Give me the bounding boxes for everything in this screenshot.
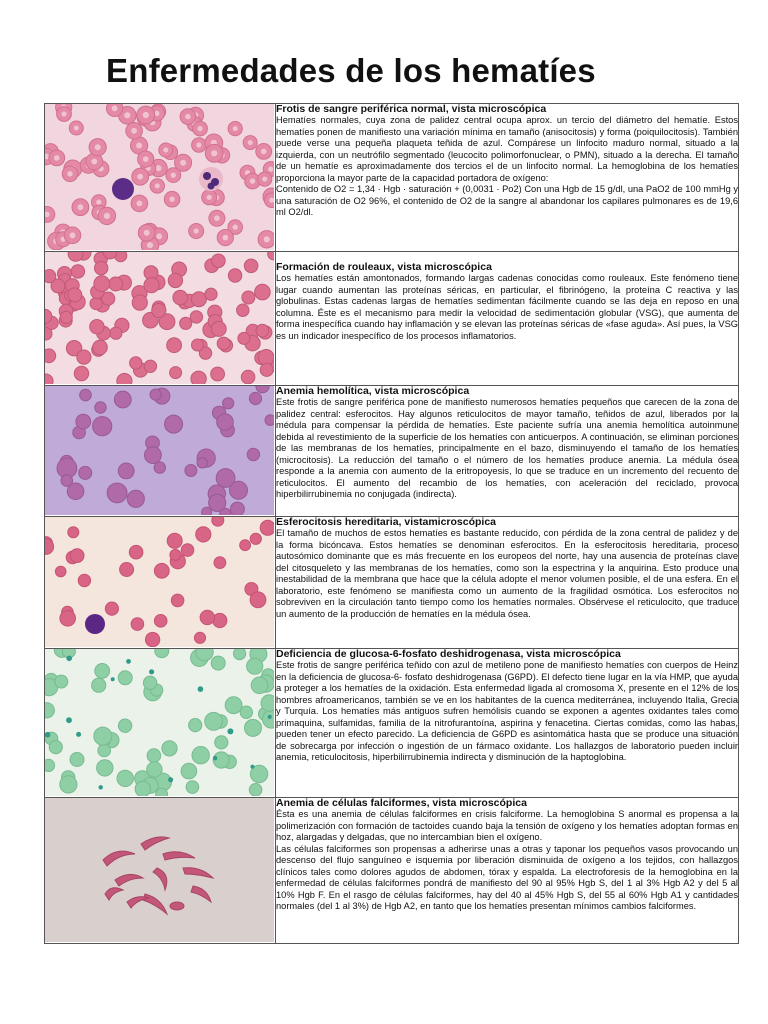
blood-cell <box>66 717 72 723</box>
central-pallor <box>104 213 110 219</box>
table-row <box>45 104 739 252</box>
blood-cell <box>255 284 271 300</box>
blood-cell <box>131 618 144 631</box>
central-pallor <box>264 236 270 242</box>
central-pallor <box>156 165 162 171</box>
blood-cell <box>129 545 143 559</box>
blood-cell <box>211 656 225 670</box>
blood-cell <box>251 677 268 694</box>
text-cell <box>276 517 739 649</box>
central-pallor <box>143 112 149 118</box>
blood-cell <box>76 732 81 737</box>
blood-cell <box>260 363 273 376</box>
sickle-cell-image <box>45 798 274 942</box>
blood-cell <box>109 277 123 291</box>
central-pallor <box>262 177 267 182</box>
blood-cell <box>250 533 261 544</box>
blood-cell <box>265 415 274 426</box>
image-cell <box>45 252 276 386</box>
blood-cell <box>111 677 115 681</box>
blood-cell <box>77 350 91 364</box>
blood-cell <box>97 760 113 776</box>
blood-cell <box>95 261 108 274</box>
image-cell <box>45 104 276 252</box>
central-pallor <box>197 126 202 131</box>
section-title: Anemia de células falciformes, vista microscópica <box>276 797 527 809</box>
blood-cell <box>117 373 132 384</box>
blood-cell <box>118 671 132 685</box>
central-pallor <box>91 159 97 165</box>
central-pallor <box>194 228 199 233</box>
text-cell <box>276 798 739 944</box>
blood-cell <box>192 747 209 764</box>
blood-cell <box>94 276 110 292</box>
blood-cell <box>168 777 173 782</box>
blood-cell <box>249 784 262 797</box>
blood-cell <box>74 366 88 380</box>
blood-cell <box>92 678 106 692</box>
blood-cell <box>117 770 133 786</box>
blood-cell <box>132 295 147 310</box>
blood-cell <box>150 389 161 400</box>
blood-cell <box>240 540 251 551</box>
blood-cell <box>154 615 167 628</box>
blood-cell <box>200 610 214 624</box>
section-body: Hematíes normales, cuya zona de palidez central ocupa aprox. un tercio del diámetro del hematíe. Estos hematíes ponen de manifiesto una variación mínima en tamaño (anisocitosis) y forma (poiquilocitosis). También puede verse una pequeña plaqueta teñida de azul. Compárese un linfocito maduro normal, situado a la izquierda, con un neutrófilo segmentado (leucocito polimorfonuclear, o PMN), situado a la derecha. El tamaño de un hematíe es aproximadamente dos tercios el de un linfocito normal. La hemoglobina de los hematíes proporciona la mayor parte de la capacidad portadora de oxígeno: Contenido de O2 = 1,34 · Hgb · saturación + (0,0031 · Po2) Con una Hgb de 15 g/dl, una PaO2 de 100 mmHg y una saturación de O2 96%, el contenido de O2 de la sangre al abandonar los capilares pulmonares es de 19,6 ml O2/dl. <box>276 115 738 217</box>
image-cell <box>45 798 276 944</box>
blood-cell <box>227 728 233 734</box>
blood-cell <box>130 357 142 369</box>
blood-cell <box>93 417 112 436</box>
blood-cell <box>118 463 134 479</box>
central-pallor <box>74 126 79 131</box>
blood-cell <box>194 632 205 643</box>
blood-cell <box>147 762 162 777</box>
central-pallor <box>214 215 220 221</box>
central-pallor <box>180 160 186 166</box>
blood-cell <box>144 278 159 293</box>
central-pallor <box>223 235 229 241</box>
blood-cell <box>241 370 255 384</box>
blood-cell <box>238 332 250 344</box>
blood-cell <box>247 658 263 674</box>
central-pallor <box>185 114 190 119</box>
central-pallor <box>156 233 162 239</box>
hemolytic-anemia-image <box>45 386 274 515</box>
blood-cell <box>79 466 92 479</box>
blood-cell <box>60 611 76 627</box>
central-pallor <box>196 142 201 147</box>
central-pallor <box>144 230 150 236</box>
central-pallor <box>233 225 238 230</box>
blood-cell <box>145 447 162 464</box>
blood-cell <box>60 311 72 323</box>
blood-cell <box>234 649 246 660</box>
central-pallor <box>61 111 66 116</box>
section-title: Esferocitosis hereditaria, vistamicroscópica <box>276 516 497 528</box>
blood-cell <box>268 715 272 719</box>
table-row <box>45 386 739 517</box>
blood-cell <box>180 317 192 329</box>
blood-cell <box>197 458 207 468</box>
blood-cell <box>244 259 258 273</box>
blood-cell <box>60 776 77 793</box>
blood-cell <box>154 462 165 473</box>
central-pallor <box>155 183 160 188</box>
central-pallor <box>143 156 149 162</box>
blood-cell <box>237 304 249 316</box>
blood-cell <box>107 483 127 503</box>
table-row <box>45 649 739 798</box>
blood-cell <box>260 520 274 535</box>
central-pallor <box>268 167 273 172</box>
section-body: Ésta es una anemia de células falciformes en crisis falciforme. La hemoglobina S anormal es propensa a la polimerización con formación de tactoides cuando baja la tensión de oxígeno y los hematíes adoptan formas en hoz, alargadas y delgadas, que no intercambian bien el oxígeno. Las células falciformes son propensas a adherirse unas a otras y taponar los pequeños vasos provocando un descenso del flujo sanguíneo e isquemia por liberación disminuida de oxígeno a los tejidos, con hallazgos clínicos tales como dolores agudos de abdomen, tórax y espalda. La electroforesis de la hemoglobina en la enfermedad de células falciformes pondrá de manifiesto del 90 al 95% Hgb S, del 1 al 3% Hgb A2 y del 5 al 10% Hgb F. En el rasgo de células falciformes, hay del 40 al 45% Hgb S, del 55 al 60% Hgb A1 y cantidades normales (del 1 al 3%) de Hgb A2, en tanto que los hematíes presentan mínimos cambios falciformes. <box>276 809 738 911</box>
blood-cell <box>212 517 224 526</box>
blood-cell <box>211 321 226 336</box>
blood-cell <box>189 719 202 732</box>
blood-cell <box>228 269 241 282</box>
blood-cell <box>162 741 177 756</box>
blood-cell <box>68 288 82 302</box>
blood-cell <box>70 549 84 563</box>
image-cell <box>45 649 276 798</box>
blood-cell <box>181 544 194 557</box>
blood-cell <box>45 349 56 363</box>
central-pallor <box>67 171 72 176</box>
image-cell <box>45 517 276 649</box>
image-cell <box>45 386 276 517</box>
table-row <box>45 517 739 649</box>
page-title: Enfermedades de los hematíes <box>106 52 596 89</box>
blood-cell <box>170 549 181 560</box>
central-pallor <box>136 143 142 149</box>
blood-cell <box>127 490 144 507</box>
blood-cell <box>247 448 259 460</box>
blood-cell <box>49 741 62 754</box>
blood-cell <box>76 414 91 429</box>
central-pallor <box>250 178 255 183</box>
central-pallor <box>131 128 137 134</box>
blood-cell <box>98 744 111 757</box>
blood-cell <box>67 483 84 500</box>
central-pallor <box>211 150 217 156</box>
central-pallor <box>96 200 101 205</box>
blood-cell <box>256 324 269 337</box>
blood-cell <box>171 594 184 607</box>
central-pallor <box>147 242 153 248</box>
blood-cell <box>213 756 217 760</box>
blood-cell <box>191 371 206 384</box>
blood-cell <box>167 338 182 353</box>
hereditary-spherocytosis-image <box>45 517 274 647</box>
blood-cell <box>230 502 244 515</box>
table-row <box>45 798 739 944</box>
central-pallor <box>95 144 101 150</box>
blood-cell <box>242 291 255 304</box>
blood-cell <box>192 339 204 351</box>
section-title: Deficiencia de glucosa-6-fosfato deshidrogenasa, vista microscópica <box>276 648 621 660</box>
blood-cell <box>212 254 226 268</box>
central-pallor <box>54 155 60 161</box>
blood-cell <box>217 337 230 350</box>
blood-cell <box>168 273 182 287</box>
blood-cell <box>167 533 182 548</box>
central-pallor <box>169 197 174 202</box>
blood-cell <box>181 763 197 779</box>
blood-cell <box>215 736 228 749</box>
central-pallor <box>70 232 76 238</box>
blood-cell <box>250 592 266 608</box>
disease-table <box>44 103 739 944</box>
blood-cell <box>196 527 211 542</box>
central-pallor <box>124 112 130 118</box>
section-body: El tamaño de muchos de estos hematíes es bastante reducido, con pérdida de la zona central de palidez y de la forma bicóncava. Estos hematíes se denominan esferocitos. En la esferocitosis hereditaria, proceso autosómico dominante que es más frecuente en los europeos del norte, hay una ausencia de proteínas clave del citosqueleto y las membranas de los hematíes, como son la espectrina y la anquirina. Esto produce una inestabilidad de la membrana que hace que la célula adopte el menor volumen posible, el de una esfera. En el laboratorio, este fenómeno se manifiesta como un aumento de la fragilidad osmótica. Los esferocitos no sobreviven en la circulación tanto tiempo como los hematíes normales. Obsérvese el reticulocito, que traduce un aumento de la producción de hematíes en la médula ósea. <box>276 528 738 619</box>
text-cell <box>276 104 739 252</box>
blood-cell <box>154 563 169 578</box>
blood-cell <box>250 765 254 769</box>
blood-cell <box>55 566 66 577</box>
blood-cell <box>147 749 161 763</box>
g6pd-deficiency-image <box>45 649 274 796</box>
blood-cell <box>66 656 72 662</box>
blood-cell <box>118 719 131 732</box>
blood-cell <box>95 664 110 679</box>
blood-cell <box>143 676 156 689</box>
central-pallor <box>137 201 143 207</box>
central-pallor <box>248 140 253 145</box>
blood-cell <box>45 270 56 283</box>
blood-cell <box>249 392 261 404</box>
section-title: Formación de rouleaux, vista microscópica <box>276 261 492 273</box>
blood-cell <box>145 632 159 646</box>
blood-cell <box>149 669 154 674</box>
central-pallor <box>233 126 238 131</box>
blood-cell <box>78 574 90 586</box>
blood-cell <box>110 327 122 339</box>
blood-cell <box>225 697 242 714</box>
blood-cell <box>68 527 79 538</box>
blood-cell <box>45 732 50 738</box>
central-pallor <box>78 204 84 210</box>
blood-cell <box>205 288 217 300</box>
blood-cell <box>165 415 183 433</box>
section-title: Frotis de sangre periférica normal, vista microscópica <box>276 103 547 115</box>
blood-cell <box>190 311 202 323</box>
blood-cell <box>126 659 131 664</box>
central-pallor <box>163 148 168 153</box>
blood-cell <box>261 695 274 711</box>
blood-cell <box>93 340 108 355</box>
table-row <box>45 252 739 386</box>
blood-cell <box>70 753 84 767</box>
blood-cell <box>205 712 223 730</box>
blood-cell <box>230 481 248 499</box>
blood-cell <box>186 781 199 794</box>
blood-cell <box>217 414 234 431</box>
section-body: Este frotis de sangre periférica pone de manifiesto numerosos hematíes pequeños que carecen de la zona de palidez central: esferocitos. Hay algunos reticulocitos de mayor tamaño, teñidos de azul, liberados por la médula para compensar la pérdida de hematíes. Este paciente sufría una anemia hemolítica autoinmune debida al revestimiento de la superficie de los hematíes con anticuerpos. A continuación, se eliminan porciones de las membranas de los hematíes, principalmente en el bazo, disminuyendo el tamaño de los hematíes (microcitosis). La reducción del tamaño o el número de los hematíes produce anemia. La médula ósea responde a la anemia con aumento de la eritropoyesis, lo que se traduce en un incremento del recuento de reticulocitos. El aumento del recambio de los hematíes, con aceleración del reciclado, provoca hiperbilirrubinemia no conjugada (indirecta). <box>276 397 738 499</box>
section-body: Este frotis de sangre periférica teñido con azul de metileno pone de manifiesto hematíes con cuerpos de Heinz en la deficiencia de glucosa-6- fosfato deshidrogenasa (G6PD). El defecto tiene lugar en la vía HMP, que ayuda a proteger a los hematíes de la oxidación. Esta enfermedad ligada al cromosoma X, presente en el 12% de los hombres afroamericanos, también se ve en los habitantes de la cuenca mediterránea, incluyendo Italia, Grecia y Turquía. Los hematíes más antiguos sufren hemólisis cuando se exponen a agentes oxidantes tales como primaquina, sulfamidas, familia de la nitrofurantoína, aspirina y fenacetina. Ciertas comidas, como las habas, pueden tener un efecto parecido. La deficiencia de G6PD es asintomática hasta que se produce una situación de sobrecarga por infección o ingestión de un fármaco oxidante. Los hallazgos de laboratorio pueden incluir anemia, reticulocitosis, hiperbilirrubinemia indirecta y disminución de la haptoglobina. <box>276 660 738 762</box>
blood-cell <box>198 686 204 692</box>
blood-cell <box>105 602 118 615</box>
blood-cell <box>223 398 234 409</box>
central-pallor <box>137 174 143 180</box>
blood-cell <box>202 507 212 515</box>
blood-cell <box>71 265 84 278</box>
blood-cell <box>120 563 134 577</box>
blood-cell <box>99 785 103 789</box>
blood-cell <box>114 391 131 408</box>
blood-cell <box>45 759 55 771</box>
text-cell <box>276 252 739 386</box>
blood-cell <box>209 494 226 511</box>
blood-cell <box>170 367 182 379</box>
blood-cell <box>144 360 156 372</box>
normal-blood-smear-image <box>45 104 274 250</box>
blood-cell <box>173 290 188 305</box>
central-pallor <box>261 149 267 155</box>
blood-cell <box>90 320 104 334</box>
blood-cell <box>135 781 150 796</box>
blood-cell <box>80 389 92 401</box>
blood-cell <box>95 402 106 413</box>
blood-cell <box>245 719 262 736</box>
rouleaux-image <box>45 252 274 384</box>
blood-cell <box>214 557 226 569</box>
blood-cell <box>152 303 166 317</box>
central-pallor <box>207 195 212 200</box>
text-cell <box>276 649 739 798</box>
blood-cell <box>211 367 225 381</box>
blood-cell <box>191 292 206 307</box>
section-body: Los hematíes están amontonados, formando largas cadenas conocidas como rouleaux. Este fenómeno tiene lugar cuando aumentan las proteínas séricas, en particular, el fibrinógeno, la proteína C reactiva y las globulinas. Estas cadenas largas de hematíes sedimentan fácilmente cuando se las deja en reposo en una columna. Éste es el mecanismo para medir la velocidad de sedimentación globular (VSG), que aumenta de forma inespecífica cuando hay inflamación y se elevan las proteínas séricas de «fase aguda». Así pues, la VSG es un indicador inespecífico de los procesos inflamatorios. <box>276 273 738 341</box>
blood-cell <box>55 675 68 688</box>
section-title: Anemia hemolítica, vista microscópica <box>276 385 470 397</box>
blood-cell <box>213 613 227 627</box>
central-pallor <box>171 173 176 178</box>
text-cell <box>276 386 739 517</box>
central-pallor <box>112 105 118 111</box>
blood-cell <box>94 727 112 745</box>
blood-cell <box>90 297 102 309</box>
blood-cell <box>185 465 197 477</box>
